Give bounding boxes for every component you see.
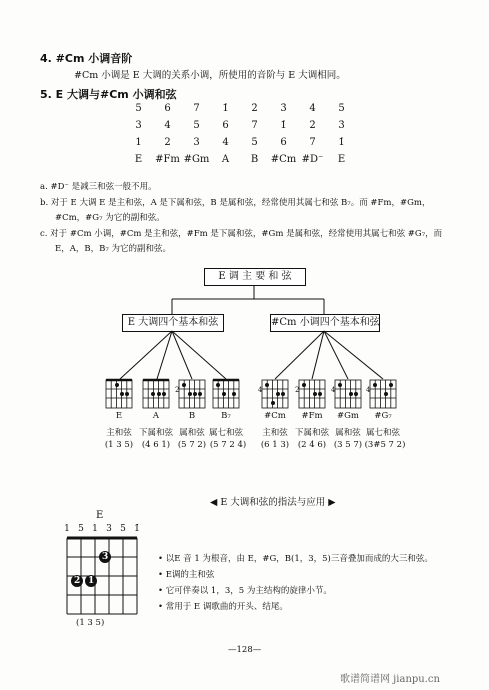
chord-label: #Gm	[337, 411, 359, 421]
chord-role: 属七和弦	[365, 428, 400, 438]
chord-label: #Cm	[264, 411, 286, 421]
string-number: 3	[106, 524, 112, 534]
chord-notes: (6 1 3)	[260, 440, 290, 450]
chord-name: E	[134, 154, 143, 165]
bottom-notes: (1 3 5)	[76, 618, 105, 628]
chord-role: 属和弦	[335, 428, 361, 438]
finger-number: 1	[88, 576, 95, 586]
chord-notes: (2 4 6)	[297, 440, 327, 450]
application-title: ◀ E 大调和弦的指法与应用 ▶	[210, 497, 336, 508]
chord-name: #Fm	[155, 154, 180, 165]
table-cell: 3̇	[280, 103, 287, 114]
bullet-text: E调的主和弦	[165, 570, 215, 580]
chord-name: B	[250, 154, 259, 165]
table-cell: 1̇	[338, 137, 345, 148]
chord-label: B	[188, 411, 196, 421]
chord-name: A	[221, 154, 230, 165]
chord-role: 主和弦	[262, 428, 288, 438]
section-4-heading: 4. #Cm 小调音阶	[40, 52, 133, 65]
string-number: 5	[78, 524, 84, 534]
chord-notes: (1 3 5)	[104, 440, 134, 450]
string-number-row	[60, 524, 144, 534]
chord-notes: (3 5 7)	[333, 440, 363, 450]
chord-label: B₇	[221, 411, 231, 421]
svg-text:2: 2	[175, 386, 180, 394]
finger-number: 2	[74, 576, 81, 586]
application-chord-name: E	[96, 510, 104, 521]
table-cell: 5	[251, 137, 258, 148]
note-b-line2: #Cm，#G₇ 为它的副和弦。	[55, 213, 165, 223]
bullet-text: 常用于 E 调歌曲的开头、结尾。	[165, 602, 288, 612]
table-cell: 6	[280, 137, 287, 148]
table-cell: 4̇	[309, 103, 316, 114]
table-cell: 5̇	[338, 103, 345, 114]
table-cell: 7	[251, 120, 258, 131]
chord-name: #Gm	[183, 154, 210, 165]
table-cell: 2̇	[251, 103, 258, 114]
svg-text:4: 4	[331, 386, 336, 394]
table-cell: 7	[309, 137, 316, 148]
table-cell: 5	[135, 103, 142, 114]
page-number: —128—	[228, 645, 262, 655]
table-cell: 4	[164, 120, 171, 131]
chord-name: E	[337, 154, 346, 165]
chord-label: #G₇	[374, 411, 392, 421]
bullet-2: • E调的主和弦	[158, 570, 215, 580]
table-cell: 7	[193, 103, 200, 114]
watermark: 歌谱简谱网 jianpu.cn	[340, 674, 440, 685]
chord-role: 主和弦	[106, 428, 132, 438]
chord-role: 属七和弦	[208, 428, 243, 438]
chord-role: 属和弦	[179, 428, 205, 438]
string-number: 5	[120, 524, 126, 534]
chord-label: #Fm	[301, 411, 323, 421]
table-cell: 1̇	[280, 120, 287, 131]
table-cell: 3	[193, 137, 200, 148]
chord-notes: (4 6 1)	[141, 440, 171, 450]
chord-name: #D⁻	[301, 154, 324, 165]
string-number: 1	[92, 524, 98, 534]
note-a: a. #D⁻ 是减三和弦一般不用。	[40, 182, 157, 192]
table-cell: 6	[222, 120, 229, 131]
table-cell: 2	[164, 137, 171, 148]
chord-name: #Cm	[270, 154, 297, 165]
chord-role: 下属和弦	[138, 428, 173, 438]
chord-notes: (5 7 2)	[177, 440, 207, 450]
fret-position-numbers	[175, 386, 371, 394]
table-cell: 1̇	[222, 103, 229, 114]
table-cell: 3	[135, 120, 142, 131]
chord-role: 下属和弦	[294, 428, 329, 438]
section-4-text: #Cm 小调是 E 大调的关系小调，所使用的音阶与 E 大调相同。	[74, 70, 346, 81]
tree-right-box: #Cm 小调四个基本和弦	[270, 314, 380, 332]
table-cell: 3̇	[338, 120, 345, 131]
tree-root-box: E 调 主 要 和 弦	[204, 268, 306, 286]
section-5-heading: 5. E 大调与#Cm 小调和弦	[40, 88, 177, 101]
bullet-text: 它可伴奏以 1，3，5 为主结构的旋律小节。	[165, 586, 332, 596]
bullet-4: • 常用于 E 调歌曲的开头、结尾。	[158, 602, 288, 612]
table-cell: 5	[193, 120, 200, 131]
svg-text:2: 2	[295, 386, 300, 394]
table-cell: 1	[135, 137, 142, 148]
note-c-line2: E，A，B，B₇ 为它的副和弦。	[55, 244, 171, 254]
string-number: 1̇	[134, 524, 140, 534]
svg-text:4: 4	[258, 386, 263, 394]
note-b-line1: b. 对于 E 大调 E 是主和弦，A 是下属和弦，B 是属和弦，经常使用其属七和弦 B₇。而 #Fm，#Gm，	[40, 198, 431, 208]
table-cell: 2̇	[309, 120, 316, 131]
table-cell: 4	[222, 137, 229, 148]
finger-number: 3	[102, 552, 109, 562]
bullet-text: 以E 音 1 为根音，由 E，#G，B(1，3，5)三音叠加而成的大三和弦。	[165, 554, 433, 564]
table-cell: 6	[164, 103, 171, 114]
svg-text:4: 4	[366, 386, 371, 394]
chord-dots	[115, 383, 393, 405]
chord-label: A	[152, 411, 160, 421]
chord-notes: (3#5 7 2)	[364, 440, 406, 450]
bullet-3: • 它可伴奏以 1，3，5 为主结构的旋律小节。	[158, 586, 332, 596]
bullet-1: • 以E 音 1 为根音，由 E，#G，B(1，3，5)三音叠加而成的大三和弦。	[158, 554, 433, 564]
chord-label: E	[115, 411, 123, 421]
string-number: 1	[64, 524, 70, 534]
tree-left-box: E 大调四个基本和弦	[122, 314, 224, 332]
chord-notes: (5 7 2 4)	[209, 440, 247, 450]
note-c-line1: c. 对于 #Cm 小调，#Cm 是主和弦，#Fm 是下属和弦，#Gm 是属和弦，经常使用其属七和弦 #G₇，而	[40, 229, 443, 239]
